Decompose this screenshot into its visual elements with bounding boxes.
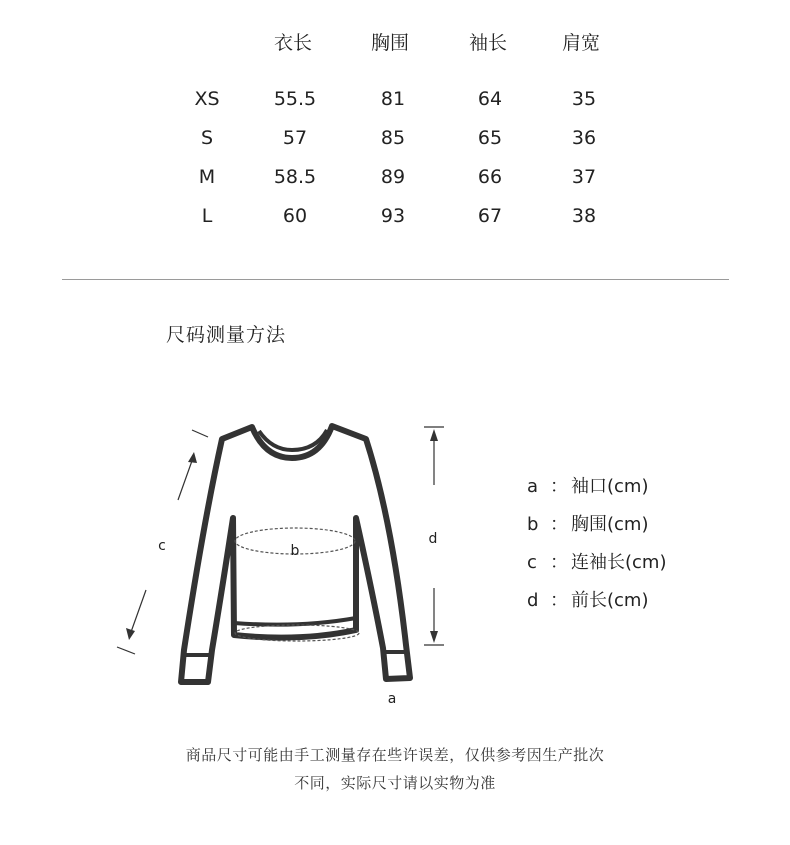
table-cell: 65 xyxy=(477,127,503,149)
table-cell: 35 xyxy=(571,88,597,110)
disclaimer-line-2: 不同，实际尺寸请以实物为准 xyxy=(294,774,496,792)
legend-item xyxy=(527,474,666,512)
disclaimer-line-1: 商品尺寸可能由手工测量存在些许误差，仅供参考因生产批次 xyxy=(185,746,605,764)
label-a: a xyxy=(387,691,397,707)
legend-item xyxy=(527,512,666,550)
arrow-up-icon xyxy=(430,429,438,441)
legend-colon: ： xyxy=(550,514,568,535)
header-sleeve: 袖长 xyxy=(468,32,507,54)
legend-key: c xyxy=(527,552,537,573)
table-cell: 89 xyxy=(380,166,406,188)
table-cell: 55.5 xyxy=(273,88,317,110)
table-cell: 38 xyxy=(571,205,597,227)
label-d: d xyxy=(428,531,438,547)
size-label: XS xyxy=(194,88,220,110)
legend-text: 袖口(cm) xyxy=(571,476,649,497)
legend-item xyxy=(527,588,666,626)
legend-item xyxy=(527,550,666,588)
table-cell: 58.5 xyxy=(273,166,317,188)
table-cell: 60 xyxy=(282,205,308,227)
sweater-diagram xyxy=(100,410,460,720)
legend-text: 前长(cm) xyxy=(571,590,649,611)
size-table xyxy=(0,0,790,260)
legend-text: 胸围(cm) xyxy=(571,514,649,535)
label-c: c xyxy=(158,538,166,554)
table-cell: 57 xyxy=(282,127,308,149)
table-cell: 93 xyxy=(380,205,406,227)
legend-text: 连袖长(cm) xyxy=(571,552,667,573)
label-b: b xyxy=(290,543,300,559)
legend-colon: ： xyxy=(550,590,568,611)
legend-key: a xyxy=(527,476,539,497)
legend-colon: ： xyxy=(550,552,568,573)
table-cell: 36 xyxy=(571,127,597,149)
header-shoulder: 肩宽 xyxy=(561,32,600,54)
size-label: M xyxy=(198,166,216,188)
measurement-legend xyxy=(527,474,666,626)
arrow-up-icon xyxy=(188,452,197,463)
table-cell: 67 xyxy=(477,205,503,227)
legend-colon: ： xyxy=(550,476,568,497)
arrow-down-icon xyxy=(430,631,438,643)
arrow-down-icon xyxy=(126,628,135,640)
legend-key: d xyxy=(527,590,539,611)
section-divider xyxy=(62,279,729,280)
header-chest: 胸围 xyxy=(370,32,409,54)
legend-key: b xyxy=(527,514,539,535)
section-title: 尺码测量方法 xyxy=(166,324,287,346)
table-cell: 66 xyxy=(477,166,503,188)
table-cell: 81 xyxy=(380,88,406,110)
size-label: S xyxy=(200,127,214,149)
table-cell: 64 xyxy=(477,88,503,110)
table-cell: 85 xyxy=(380,127,406,149)
header-length: 衣长 xyxy=(273,32,312,54)
table-cell: 37 xyxy=(571,166,597,188)
size-label: L xyxy=(201,205,213,227)
